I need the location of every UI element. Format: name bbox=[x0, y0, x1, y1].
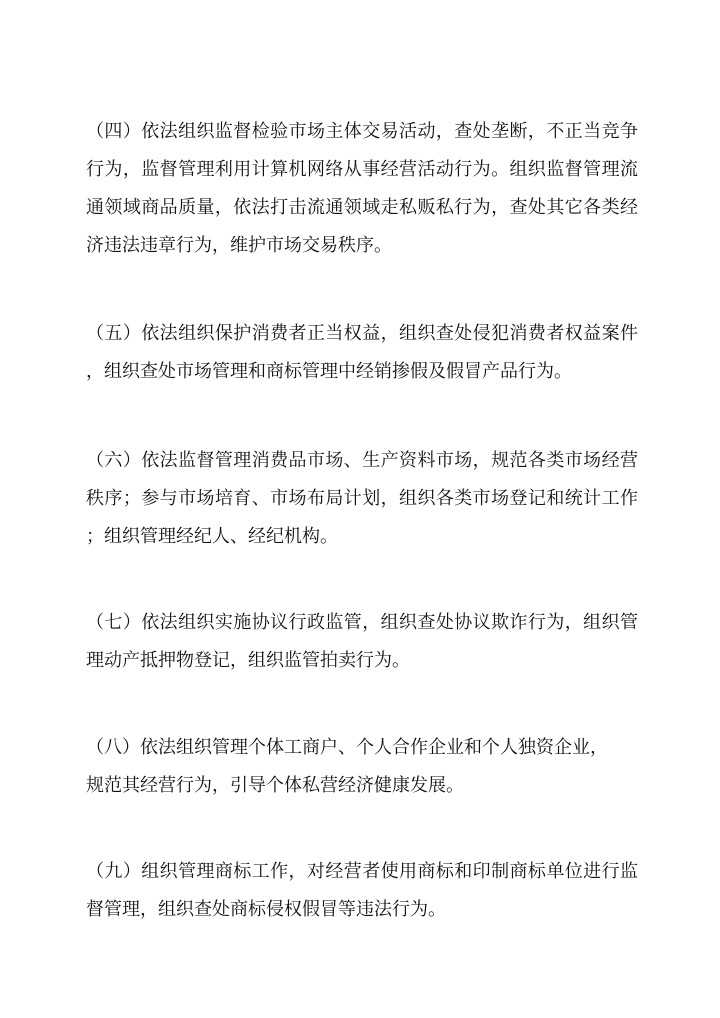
paragraph-line: （六）依法监督管理消费品市场、生产资料市场，规范各类市场经营 bbox=[86, 450, 638, 471]
paragraph-5 bbox=[86, 315, 638, 391]
paragraph-line: （四）依法组织监督检验市场主体交易活动，查处垄断，不正当竞争 bbox=[86, 121, 638, 142]
paragraph-line: （五）依法组织保护消费者正当权益，组织查处侵犯消费者权益案件 bbox=[86, 323, 638, 344]
paragraph-line: 通领域商品质量，依法打击流通领域走私贩私行为，查处其它各类经 bbox=[86, 197, 638, 218]
paragraph-line: 督管理，组织查处商标侵权假冒等违法行为。 bbox=[86, 899, 446, 920]
paragraph-line: 规范其经营行为，引导个体私营经济健康发展。 bbox=[86, 775, 464, 796]
paragraph-6 bbox=[86, 442, 638, 556]
paragraph-line: （七）依法组织实施协议行政监管，组织查处协议欺诈行为，组织管 bbox=[86, 612, 638, 633]
paragraph-line: 行为，监督管理利用计算机网络从事经营活动行为。组织监督管理流 bbox=[86, 159, 638, 180]
paragraph-line: ，组织查处市场管理和商标管理中经销掺假及假冒产品行为。 bbox=[86, 361, 572, 382]
paragraph-4 bbox=[86, 113, 638, 265]
paragraph-line: 秩序；参与市场培育、市场布局计划，组织各类市场登记和统计工作 bbox=[86, 488, 638, 509]
paragraph-8 bbox=[86, 729, 638, 805]
paragraph-line: ；组织管理经纪人、经纪机构。 bbox=[86, 526, 338, 547]
paragraph-9 bbox=[86, 853, 638, 929]
paragraph-line: （八）依法组织管理个体工商户、个人合作企业和个人独资企业， bbox=[86, 737, 608, 758]
paragraph-line: （九）组织管理商标工作，对经营者使用商标和印制商标单位进行监 bbox=[86, 861, 638, 882]
paragraph-line: 理动产抵押物登记，组织监管拍卖行为。 bbox=[86, 650, 410, 671]
paragraph-7 bbox=[86, 604, 638, 680]
paragraph-line: 济违法违章行为，维护市场交易秩序。 bbox=[86, 235, 392, 256]
